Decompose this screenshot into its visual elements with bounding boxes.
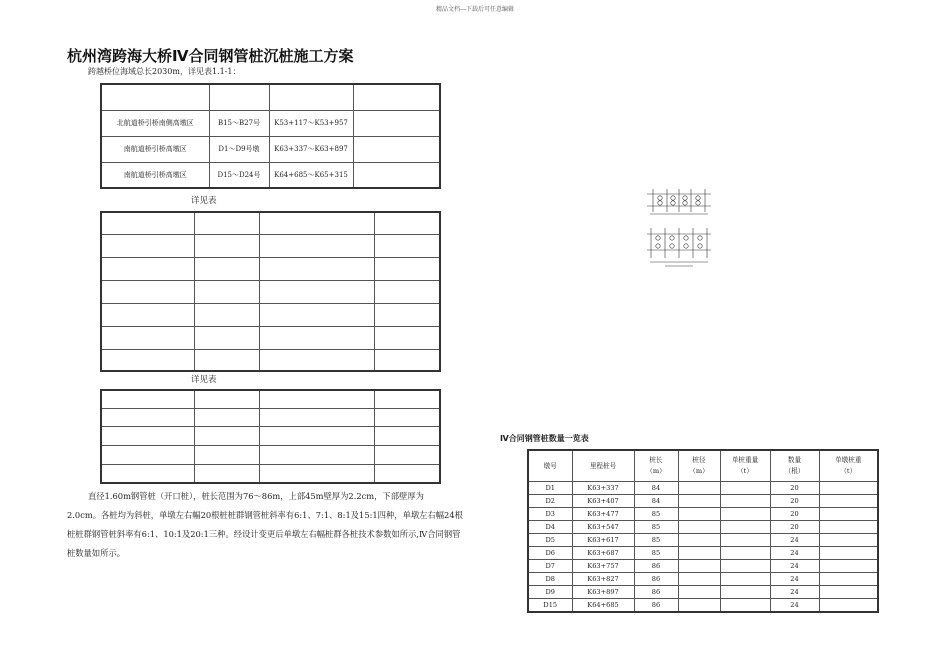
table-cell xyxy=(374,390,440,408)
table-cell xyxy=(194,280,259,303)
cell-count: 24 xyxy=(770,560,819,573)
table-row xyxy=(101,303,440,326)
table-cell xyxy=(374,408,440,426)
table-cell xyxy=(209,84,269,110)
table-cell: K64+685～K65+315 xyxy=(269,162,353,188)
table-row xyxy=(101,464,440,483)
empty-table-a xyxy=(100,211,441,372)
table-cell: 南航道桥引桥高墩区 xyxy=(101,162,209,188)
cell-count: 20 xyxy=(770,508,819,521)
cell-diameter xyxy=(678,560,720,573)
table-row xyxy=(101,408,440,426)
table-row xyxy=(528,573,878,586)
table-cell xyxy=(259,257,374,280)
table-row xyxy=(528,482,878,495)
table-cell xyxy=(259,408,374,426)
cell-station: K63+337 xyxy=(572,482,634,495)
cell-count: 24 xyxy=(770,547,819,560)
cell-pier: D5 xyxy=(528,534,572,547)
bridge-zone-table xyxy=(100,83,441,189)
table-cell xyxy=(259,464,374,483)
table-cell xyxy=(374,280,440,303)
document-title: 杭州湾跨海大桥Ⅳ合同钢管桩沉桩施工方案 xyxy=(67,47,354,65)
table-cell: D1～D9号墩 xyxy=(209,136,269,162)
table-cell xyxy=(194,303,259,326)
cell-pier: D9 xyxy=(528,586,572,599)
table-cell xyxy=(259,426,374,445)
cell-diameter xyxy=(678,495,720,508)
cell-pier: D7 xyxy=(528,560,572,573)
cell-pier-weight xyxy=(819,521,878,534)
pile-quantity-table xyxy=(527,449,879,613)
cell-pier-weight xyxy=(819,573,878,586)
cell-station: K63+757 xyxy=(572,560,634,573)
table-cell xyxy=(259,390,374,408)
cell-diameter xyxy=(678,521,720,534)
table-cell xyxy=(374,234,440,257)
cell-length: 85 xyxy=(634,547,678,560)
cell-diameter xyxy=(678,482,720,495)
cell-count: 20 xyxy=(770,495,819,508)
cell-pier: D6 xyxy=(528,547,572,560)
cell-unit-weight xyxy=(720,599,770,613)
table-row xyxy=(101,212,440,234)
table-cell xyxy=(353,162,440,188)
table-cell xyxy=(259,280,374,303)
cell-pier: D4 xyxy=(528,521,572,534)
col-header-pier: 墩号 xyxy=(528,450,572,482)
table-row xyxy=(101,390,440,408)
cell-station: K63+547 xyxy=(572,521,634,534)
table-cell xyxy=(101,349,194,371)
cell-station: K63+477 xyxy=(572,508,634,521)
table-caption: 详见表 xyxy=(191,196,217,206)
cell-unit-weight xyxy=(720,495,770,508)
table-cell xyxy=(374,349,440,371)
table-cell xyxy=(374,303,440,326)
table-row xyxy=(528,508,878,521)
body-paragraph xyxy=(67,487,468,563)
cell-count: 20 xyxy=(770,482,819,495)
drawing-top-group xyxy=(647,189,711,214)
cell-station: K63+407 xyxy=(572,495,634,508)
table-cell xyxy=(259,234,374,257)
cell-unit-weight xyxy=(720,560,770,573)
table-cell: 南航道桥引桥高墩区 xyxy=(101,136,209,162)
table-row xyxy=(101,234,440,257)
table-cell xyxy=(374,426,440,445)
table-cell xyxy=(374,257,440,280)
cell-count: 24 xyxy=(770,586,819,599)
table-cell: D15～D24号 xyxy=(209,162,269,188)
table-cell xyxy=(269,84,353,110)
cell-diameter xyxy=(678,534,720,547)
table-cell: K53+117～K53+957 xyxy=(269,110,353,136)
table-cell xyxy=(194,257,259,280)
drawing-bottom-group xyxy=(647,228,711,266)
table-row xyxy=(101,426,440,445)
table-cell xyxy=(101,426,194,445)
table-row xyxy=(528,560,878,573)
cell-pier: D3 xyxy=(528,508,572,521)
cell-pier-weight xyxy=(819,508,878,521)
table-cell: K63+337～K63+897 xyxy=(269,136,353,162)
table-row xyxy=(528,586,878,599)
cell-count: 24 xyxy=(770,599,819,613)
table-cell xyxy=(101,280,194,303)
cell-unit-weight xyxy=(720,586,770,599)
table-cell xyxy=(259,326,374,349)
cell-length: 86 xyxy=(634,573,678,586)
cell-length: 85 xyxy=(634,534,678,547)
table-row xyxy=(528,495,878,508)
table-row xyxy=(101,136,440,162)
col-header-diameter: 桩径 （m） xyxy=(678,450,720,482)
table-cell xyxy=(374,212,440,234)
body-paragraph-line1: 直径1.60m钢管桩（开口桩），桩长范围为76～86m，上部45m壁厚为2.2cm，下部壁厚为 xyxy=(88,491,424,501)
table-row xyxy=(528,521,878,534)
col-header-pier-weight: 单墩桩重 （t） xyxy=(819,450,878,482)
table-cell xyxy=(101,445,194,464)
table-cell xyxy=(194,349,259,371)
table-row xyxy=(101,257,440,280)
cell-pier-weight xyxy=(819,495,878,508)
table-cell xyxy=(101,303,194,326)
table-cell xyxy=(194,390,259,408)
cell-station: K63+617 xyxy=(572,534,634,547)
cell-pier: D2 xyxy=(528,495,572,508)
cell-pier: D15 xyxy=(528,599,572,613)
table-cell xyxy=(194,426,259,445)
table-cell xyxy=(194,234,259,257)
table-cell xyxy=(353,110,440,136)
cell-diameter xyxy=(678,586,720,599)
cell-length: 85 xyxy=(634,521,678,534)
table-cell xyxy=(353,136,440,162)
table-cell xyxy=(101,390,194,408)
cell-length: 84 xyxy=(634,482,678,495)
table-cell xyxy=(194,445,259,464)
table-cell xyxy=(259,212,374,234)
pile-group-drawing xyxy=(645,186,713,270)
cell-length: 85 xyxy=(634,508,678,521)
cell-count: 20 xyxy=(770,521,819,534)
table-row xyxy=(101,349,440,371)
cell-unit-weight xyxy=(720,547,770,560)
table-cell: B15～B27号 xyxy=(209,110,269,136)
table-cell xyxy=(101,212,194,234)
table-cell xyxy=(259,303,374,326)
table-cell: 北航道桥引桥南侧高墩区 xyxy=(101,110,209,136)
table-row xyxy=(101,326,440,349)
intro-paragraph: 跨越桥位海域总长2030m，详见表1.1-1： xyxy=(88,67,241,76)
table-cell xyxy=(259,349,374,371)
table-cell xyxy=(194,408,259,426)
table-cell xyxy=(194,464,259,483)
cell-diameter xyxy=(678,547,720,560)
table-row xyxy=(528,547,878,560)
cell-pier-weight xyxy=(819,534,878,547)
cell-station: K63+687 xyxy=(572,547,634,560)
table-cell xyxy=(194,212,259,234)
cell-length: 86 xyxy=(634,586,678,599)
cell-length: 84 xyxy=(634,495,678,508)
col-header-length: 桩长 （m） xyxy=(634,450,678,482)
table-header-row xyxy=(528,450,878,482)
cell-pier-weight xyxy=(819,560,878,573)
table-cell xyxy=(101,464,194,483)
table-cell xyxy=(374,326,440,349)
cell-station: K63+897 xyxy=(572,586,634,599)
table-row xyxy=(101,110,440,136)
cell-pier-weight xyxy=(819,482,878,495)
table-cell xyxy=(101,408,194,426)
col-header-unit-weight: 单桩重量 （t） xyxy=(720,450,770,482)
cell-unit-weight xyxy=(720,534,770,547)
table-row xyxy=(528,534,878,547)
cell-unit-weight xyxy=(720,521,770,534)
cell-unit-weight xyxy=(720,482,770,495)
table-row xyxy=(528,599,878,613)
pile-table-title: Ⅳ合同钢管桩数量一览表 xyxy=(500,434,589,443)
cell-unit-weight xyxy=(720,508,770,521)
table-cell xyxy=(101,257,194,280)
cell-length: 86 xyxy=(634,599,678,613)
table-row xyxy=(101,162,440,188)
table-caption: 详见表 xyxy=(191,375,217,385)
empty-table-b xyxy=(100,389,441,484)
table-cell xyxy=(101,84,209,110)
cell-pier-weight xyxy=(819,599,878,613)
cell-unit-weight xyxy=(720,573,770,586)
cell-diameter xyxy=(678,508,720,521)
table-cell xyxy=(194,326,259,349)
page-header-watermark: 精品文档---下载后可任意编辑 xyxy=(435,6,515,13)
table-cell xyxy=(374,464,440,483)
table-cell xyxy=(353,84,440,110)
cell-diameter xyxy=(678,573,720,586)
table-cell xyxy=(101,326,194,349)
table-row xyxy=(101,280,440,303)
cell-pier-weight xyxy=(819,586,878,599)
table-cell xyxy=(259,445,374,464)
table-row xyxy=(101,84,440,110)
cell-count: 24 xyxy=(770,534,819,547)
cell-length: 86 xyxy=(634,560,678,573)
col-header-station: 里程桩号 xyxy=(572,450,634,482)
table-cell xyxy=(374,445,440,464)
col-header-count: 数量 （根） xyxy=(770,450,819,482)
cell-count: 24 xyxy=(770,573,819,586)
cell-pier: D1 xyxy=(528,482,572,495)
cell-station: K64+685 xyxy=(572,599,634,613)
table-row xyxy=(101,445,440,464)
cell-pier-weight xyxy=(819,547,878,560)
cell-pier: D8 xyxy=(528,573,572,586)
cell-station: K63+827 xyxy=(572,573,634,586)
table-cell xyxy=(101,234,194,257)
cell-diameter xyxy=(678,599,720,613)
body-paragraph-line2: 2.0cm。各桩均为斜桩，单墩左右幅20根桩桩群钢管桩斜率有6:1、7:1、8:1及15:1四种，单墩左右幅24根桩桩群钢管桩斜率有6:1、10:1及20:1三种。经设计变更后单墩左右幅桩群各桩技术参数如所示,Ⅳ合同钢管桩数量如所示。 xyxy=(67,510,463,558)
